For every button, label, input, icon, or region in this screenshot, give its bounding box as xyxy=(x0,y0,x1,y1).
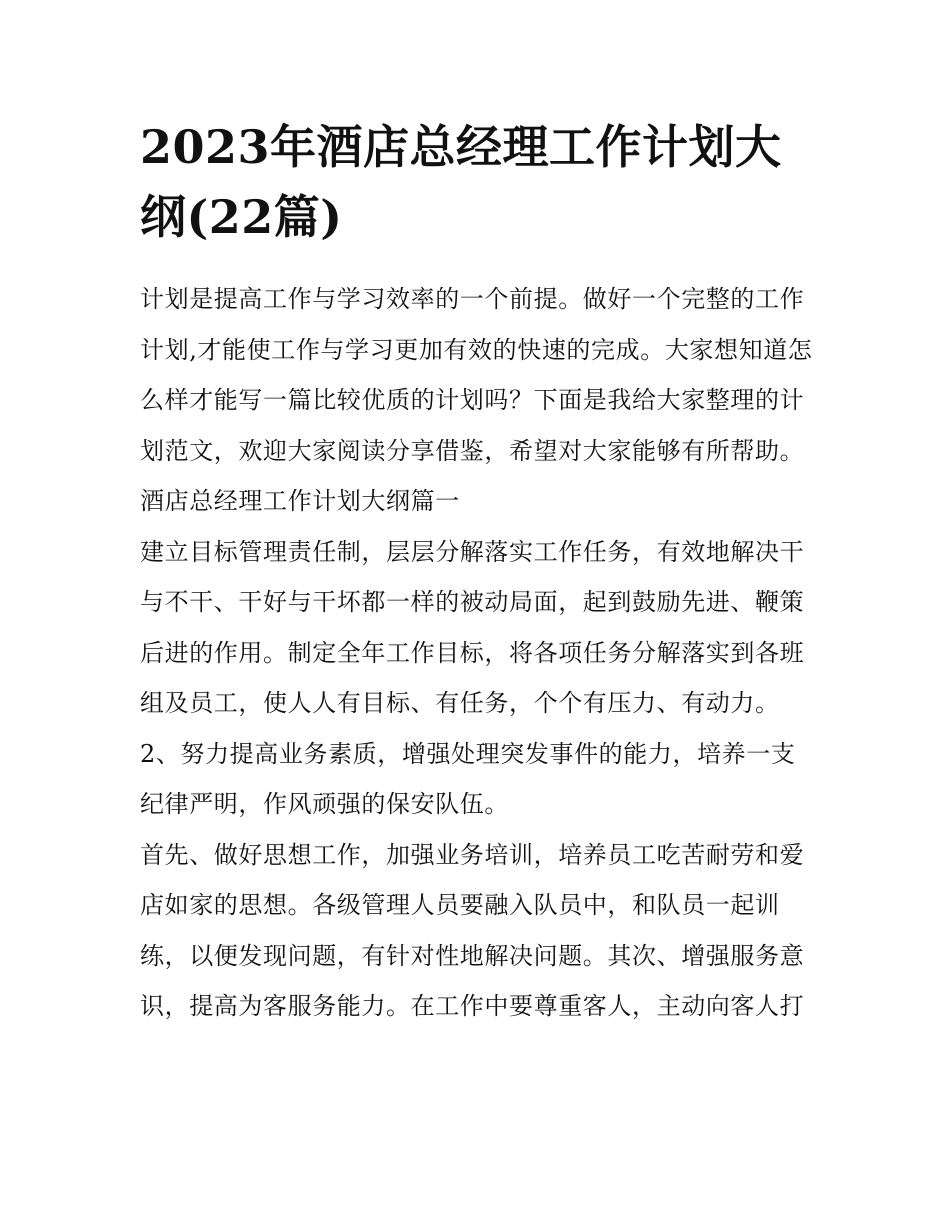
intro-paragraph: 计划是提高工作与学习效率的一个前提。做好一个完整的工作计划,才能使工作与学习更加有效的快速的完成。大家想知道怎么样才能写一篇比较优质的计划吗？下面是我给大家整理的计划范文，欢迎大家阅读分享借鉴，希望对大家能够有所帮助。 xyxy=(140,285,813,465)
body-paragraph: 首先、做好思想工作，加强业务培训，培养员工吃苦耐劳和爱店如家的思想。各级管理人员要融入队员中，和队员一起训练，以便发现问题，有针对性地解决问题。其次、增强服务意识，提高为客服务能力。在工作中要尊重客人，主动向客人打 xyxy=(140,840,805,1020)
body-paragraph: 建立目标管理责任制，层层分解落实工作任务，有效地解决干与不干、干好与干坏都一样的被动局面，起到鼓励先进、鞭策后进的作用。制定全年工作目标，将各项任务分解落实到各班组及员工，使人人有目标、有任务，个个有压力、有动力。 xyxy=(140,537,805,717)
document-page xyxy=(140,112,820,1032)
document-title: 2023年酒店总经理工作计划大纲(22篇) xyxy=(140,120,782,244)
section-heading: 酒店总经理工作计划大纲篇一 xyxy=(140,487,460,515)
body-paragraph: 2、努力提高业务素质，增强处理突发事件的能力，培养一支纪律严明，作风顽强的保安队伍。 xyxy=(140,739,796,818)
